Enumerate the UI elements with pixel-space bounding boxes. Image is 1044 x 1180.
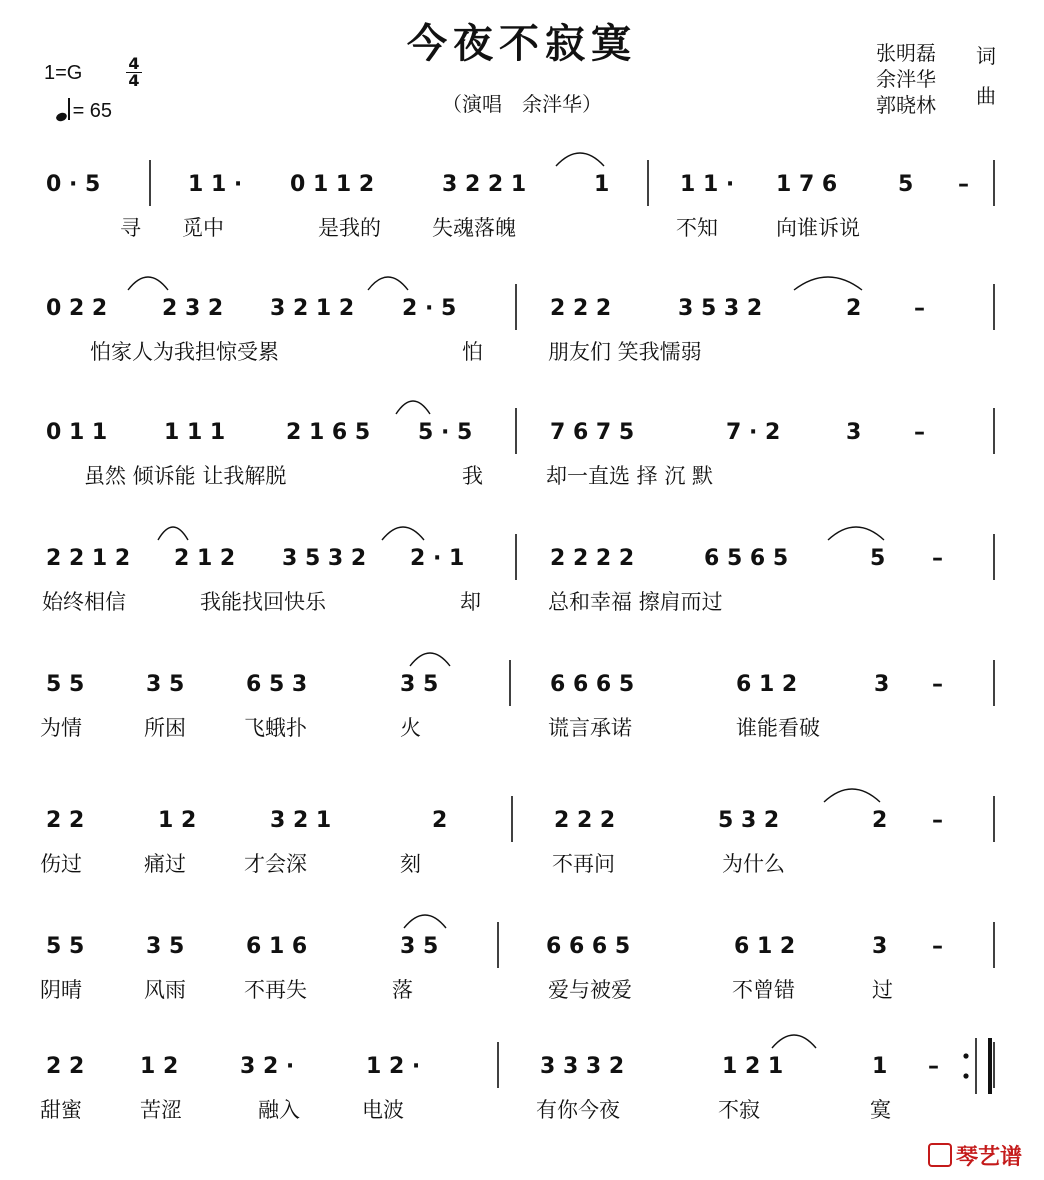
repeat-dot xyxy=(963,1053,968,1058)
note-group: 2 xyxy=(846,296,862,321)
note-group: 3 5 3 2 xyxy=(678,296,763,321)
lyric-text: 爱与被爱 xyxy=(548,978,632,1002)
note-group: 1 xyxy=(872,1054,888,1079)
lyric-text: 觅中 xyxy=(182,216,224,240)
lyric-text: 才会深 xyxy=(244,852,307,876)
note-group: – xyxy=(914,296,925,321)
lyric-text: 痛过 xyxy=(144,852,186,876)
note-group: 6 5 6 5 xyxy=(704,546,789,571)
slur-mark xyxy=(824,789,880,802)
note-group: 3 5 xyxy=(400,934,439,959)
note-group: 3 2 1 xyxy=(270,808,332,833)
lyric-text: 落 xyxy=(392,978,413,1002)
note-group: 0 2 2 xyxy=(46,296,108,321)
note-group: 5 xyxy=(870,546,886,571)
note-group: 3 5 3 2 xyxy=(282,546,367,571)
lyric-text: 不寂 xyxy=(718,1098,760,1122)
note-group: 1 xyxy=(594,172,610,197)
note-group: 7 · 2 xyxy=(726,420,781,445)
lyric-text: 却 xyxy=(460,590,481,614)
note-group: 2 2 2 2 xyxy=(550,546,635,571)
lyric-text: 苦涩 xyxy=(140,1098,182,1122)
lyric-text: 失魂落魄 xyxy=(432,216,516,240)
lyric-text: 虽然 倾诉能 让我解脱 xyxy=(84,464,287,488)
note-group: – xyxy=(932,934,943,959)
note-group: 3 5 xyxy=(146,672,185,697)
note-group: 3 xyxy=(872,934,888,959)
note-group: 2 2 1 2 xyxy=(46,546,131,571)
lyric-text: 寻 xyxy=(120,216,141,240)
composer-role: 曲 xyxy=(976,84,996,108)
time-signature-bottom: 4 xyxy=(126,72,142,89)
lyric-text: 不再问 xyxy=(552,852,615,876)
slur-mark xyxy=(368,277,408,290)
note-group: 6 1 6 xyxy=(246,934,308,959)
lyric-text: 融入 xyxy=(258,1098,300,1122)
note-group: 2 2 xyxy=(46,1054,85,1079)
slur-mark xyxy=(404,915,446,928)
slur-mark xyxy=(556,153,604,166)
note-group: 0 1 1 2 xyxy=(290,172,375,197)
note-group: 1 2 1 xyxy=(722,1054,784,1079)
note-group: 2 3 2 xyxy=(162,296,224,321)
note-group: 1 2 · xyxy=(366,1054,421,1079)
lyric-text: 伤过 xyxy=(40,852,82,876)
composer-name-2: 郭晓林 xyxy=(876,93,936,117)
note-group: 2 · 1 xyxy=(410,546,465,571)
note-group: 5 3 2 xyxy=(718,808,780,833)
note-group: 3 xyxy=(846,420,862,445)
lyric-text: 甜蜜 xyxy=(40,1098,82,1122)
note-group: 2 2 xyxy=(46,808,85,833)
slur-mark xyxy=(128,277,168,290)
note-group: – xyxy=(914,420,925,445)
note-group: 1 1 · xyxy=(188,172,243,197)
note-group: 1 1 · xyxy=(680,172,735,197)
note-group: 6 1 2 xyxy=(734,934,796,959)
watermark xyxy=(928,1140,1022,1171)
slur-mark xyxy=(158,527,188,540)
lyric-text: 刻 xyxy=(400,852,421,876)
note-group: 0 · 5 xyxy=(46,172,101,197)
lyric-text: 不知 xyxy=(676,216,718,240)
lyric-text: 为什么 xyxy=(722,852,785,876)
note-group: – xyxy=(928,1054,939,1079)
slur-mark xyxy=(410,653,450,666)
slur-mark xyxy=(772,1035,816,1048)
note-group: – xyxy=(932,546,943,571)
note-group: 3 2 1 2 xyxy=(270,296,355,321)
lyric-text: 所困 xyxy=(144,716,186,740)
note-group: – xyxy=(958,172,969,197)
repeat-dot xyxy=(963,1073,968,1078)
note-group: 2 · 5 xyxy=(402,296,457,321)
note-group: 2 1 2 xyxy=(174,546,236,571)
slur-mark xyxy=(382,527,424,540)
note-group: 5 xyxy=(898,172,914,197)
watermark-text: 琴艺谱 xyxy=(956,1145,1023,1170)
lyric-text: 向谁诉说 xyxy=(776,216,860,240)
lyric-text: 怕家人为我担惊受累 xyxy=(90,340,279,364)
note-group: 7 6 7 5 xyxy=(550,420,635,445)
lyric-text: 朋友们 笑我懦弱 xyxy=(548,340,702,364)
lyric-text: 不曾错 xyxy=(732,978,795,1002)
lyric-text: 电波 xyxy=(362,1098,404,1122)
lyric-text: 怕 xyxy=(462,340,483,364)
note-group: 6 1 2 xyxy=(736,672,798,697)
note-group: 2 1 6 5 xyxy=(286,420,371,445)
note-group: 1 2 xyxy=(140,1054,179,1079)
lyric-text: 过 xyxy=(872,978,893,1002)
key-signature: 1=G xyxy=(44,62,83,84)
note-group: 2 2 2 xyxy=(550,296,612,321)
lyric-text: 我 xyxy=(462,464,483,488)
note-group: 3 2 2 1 xyxy=(442,172,527,197)
note-group: 3 5 xyxy=(146,934,185,959)
lyric-text: 飞蛾扑 xyxy=(244,716,307,740)
lyric-text: 为情 xyxy=(40,716,82,740)
note-group: 6 5 3 xyxy=(246,672,308,697)
note-group: 5 · 5 xyxy=(418,420,473,445)
note-group: 2 xyxy=(432,808,448,833)
composer-name-1: 余泮华 xyxy=(876,67,936,91)
lyric-text: 始终相信 xyxy=(42,590,126,614)
note-group: 5 5 xyxy=(46,934,85,959)
note-group: 5 5 xyxy=(46,672,85,697)
lyric-text: 阴晴 xyxy=(40,978,82,1002)
slur-mark xyxy=(794,277,862,290)
lyric-text: 风雨 xyxy=(144,978,186,1002)
note-group: 3 xyxy=(874,672,890,697)
note-group: 0 1 1 xyxy=(46,420,108,445)
note-group: 2 2 2 xyxy=(554,808,616,833)
note-group: 3 3 3 2 xyxy=(540,1054,625,1079)
note-group: 3 2 · xyxy=(240,1054,295,1079)
note-group: 2 xyxy=(872,808,888,833)
note-group: 6 6 6 5 xyxy=(546,934,631,959)
slur-mark xyxy=(396,401,430,414)
note-group: – xyxy=(932,672,943,697)
lyric-text: 谎言承诺 xyxy=(548,716,632,740)
song-title: 今夜不寂寞 xyxy=(407,20,637,67)
lyric-text: 寞 xyxy=(870,1098,891,1122)
time-signature-top: 4 xyxy=(128,54,140,73)
lyric-text: 有你今夜 xyxy=(536,1098,620,1122)
note-group: 1 7 6 xyxy=(776,172,838,197)
note-group: 1 1 1 xyxy=(164,420,226,445)
lyric-text: 总和幸福 擦肩而过 xyxy=(548,590,723,614)
lyric-text: 火 xyxy=(400,716,421,740)
lyric-text: 我能找回快乐 xyxy=(200,590,326,614)
lyric-text: 却一直选 择 沉 默 xyxy=(546,464,714,488)
note-group: 3 5 xyxy=(400,672,439,697)
lyric-text: 不再失 xyxy=(244,978,307,1002)
lyricist-name: 张明磊 xyxy=(876,41,936,65)
lyric-text: 是我的 xyxy=(318,216,381,240)
lyricist-role: 词 xyxy=(976,44,996,68)
lyric-text: 谁能看破 xyxy=(736,716,820,740)
logo-icon xyxy=(928,1143,952,1167)
note-group: – xyxy=(932,808,943,833)
tempo-value: = 65 xyxy=(72,100,113,122)
singer-line: （演唱 余泮华） xyxy=(442,92,602,116)
note-group: 6 6 6 5 xyxy=(550,672,635,697)
note-group: 1 2 xyxy=(158,808,197,833)
slur-mark xyxy=(828,527,884,540)
